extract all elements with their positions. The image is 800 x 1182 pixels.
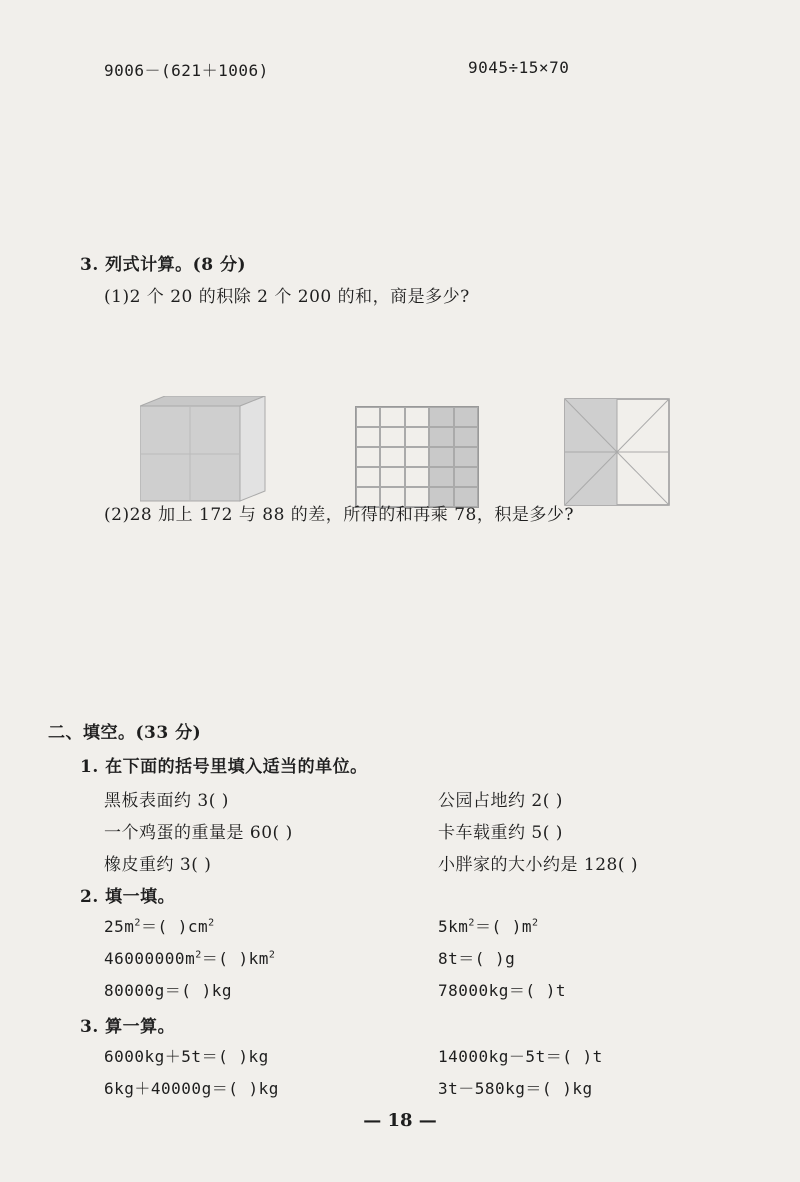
expression-left: 9006－(621＋1006) <box>104 61 269 80</box>
unit-item-1: 黑板表面约 3( ) <box>104 791 229 811</box>
unit-item-6: 小胖家的大小约是 128( ) <box>438 855 639 875</box>
unit-item-3: 一个鸡蛋的重量是 60( ) <box>104 823 293 843</box>
convert-item-4: 8t＝( )g <box>438 949 516 968</box>
calc-item-2: 14000kg－5t＝( )t <box>438 1047 603 1066</box>
calc-item-3: 6kg＋40000g＝( )kg <box>104 1079 279 1098</box>
convert-item-6: 78000kg＝( )t <box>438 981 566 1000</box>
calc-item-4: 3t－580kg＝( )kg <box>438 1079 593 1098</box>
grid-fraction-figure <box>355 406 479 508</box>
part-2-title: 二、填空。(33 分) <box>48 723 202 743</box>
fill-2-title: 2. 填一填。 <box>80 887 176 907</box>
convert-item-1: $25m^2=$( )$cm^2$ <box>104 917 215 936</box>
expression-right: 9045÷15×70 <box>468 58 570 77</box>
convert-item-2: $5km^2=$( )$m^2$ <box>438 917 539 936</box>
convert-item-5: 80000g＝( )kg <box>104 981 232 1000</box>
shaded-cube-figure <box>140 396 280 506</box>
unit-item-4: 卡车载重约 5( ) <box>438 823 563 843</box>
unit-item-5: 橡皮重约 3( ) <box>104 855 212 875</box>
fill-1-title: 1. 在下面的括号里填入适当的单位。 <box>80 757 368 777</box>
unit-item-2: 公园占地约 2( ) <box>438 791 563 811</box>
question-3-2: (2)28 加上 172 与 88 的差，所得的和再乘 78，积是多少? <box>104 505 574 525</box>
fill-3-title: 3. 算一算。 <box>80 1017 176 1037</box>
page-number: — 18 — <box>363 1110 437 1131</box>
convert-item-3: $46000000m^2=$( )$km^2$ <box>104 949 276 968</box>
calc-item-1: 6000kg＋5t＝( )kg <box>104 1047 269 1066</box>
question-3-1: (1)2 个 20 的积除 2 个 200 的和，商是多少? <box>104 287 470 307</box>
section-3-title: 3. 列式计算。(8 分) <box>80 255 246 275</box>
triangle-fraction-figure <box>564 398 670 506</box>
